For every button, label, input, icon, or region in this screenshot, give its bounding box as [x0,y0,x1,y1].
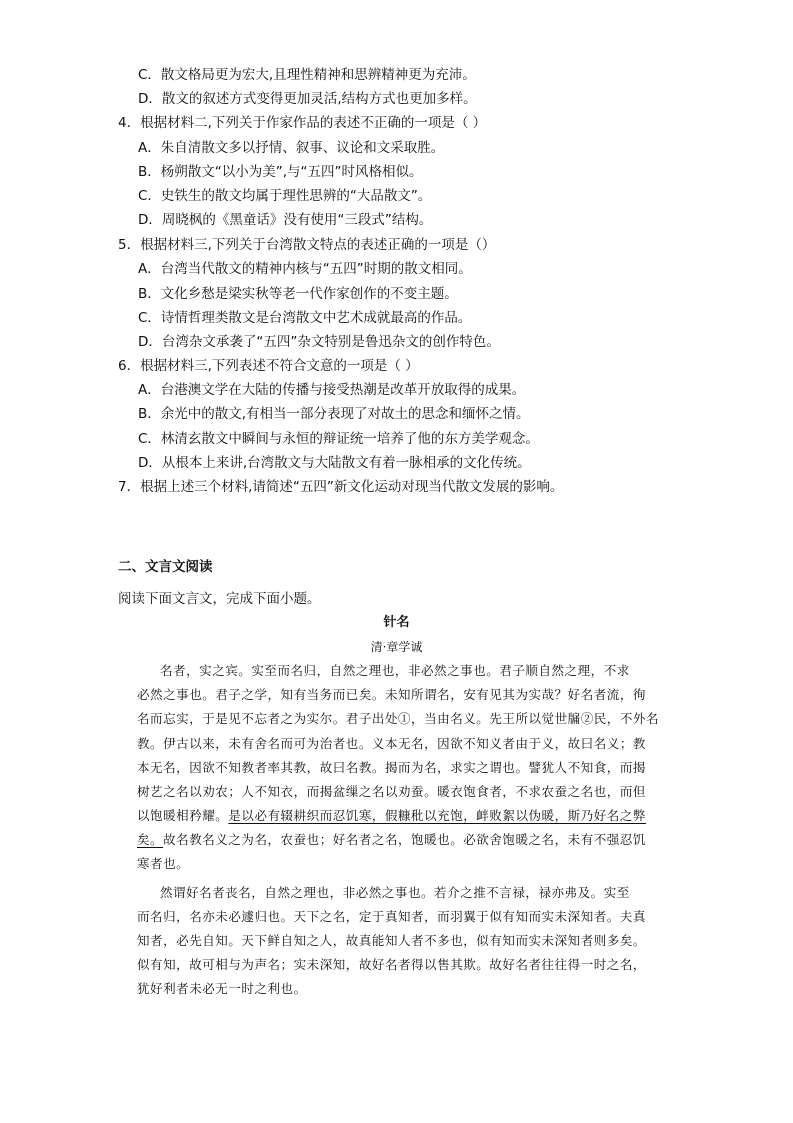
q6-option-d: D．从根本上来讲,台湾散文与大陆散文有着一脉相承的文化传统。 [138,455,531,471]
passage-text: 以饱暖相矜耀。 [137,808,229,823]
q4-option-d: D．周晓枫的《黑童话》没有使用“三段式”结构。 [138,212,433,228]
passage-line: 树艺之名以劝农；人不知衣，而揭盆缫之名以劝蚕。暖衣饱食者，不求农蚕之名也，而但 [137,784,646,799]
passage-line: 名而忘实，于是见不忘者之为实尔。君子出处①，当由名义。先王所以觉世牖②民，不外名 [137,711,660,726]
passage-line: 本无名，因欲不知教者率其教，故曰名教。揭而为名，求实之谓也。譬犹人不知食，而揭 [137,760,646,775]
passage-line: 似有知，故可相与为声名；实未深知，故好名者得以售其欺。故好名者往往得一时之名， [137,957,646,972]
q6-option-b: B．余光中的散文,有相当一部分表现了对故土的思念和缅怀之情。 [138,406,530,422]
underlined-sentence-end: 矣。 [137,832,164,847]
passage-line: 而名归，名亦未必遽归也。天下之名，定于真知者，而羽翼于似有知而实未深知者。夫真 [137,909,646,924]
q4-option-c: C．史铁生的散文均属于理性思辨的“大品散文”。 [138,188,432,204]
q4-option-b: B．杨朔散文“以小为美”,与“五四”时风格相似。 [138,164,423,180]
passage-line: 必然之事也。君子之学，知有当务而已矣。未知所谓名，安有见其为实哉？好名者流，徇 [137,687,646,702]
q5-option-d: D．台湾杂文承袭了“五四”杂文特别是鲁迅杂文的创作特色。 [138,334,500,350]
q6-option-c: C．林清玄散文中瞬间与永恒的辩证统一培养了他的东方美学观念。 [138,431,539,447]
q4-option-a: A．朱自清散文多以抒情、叙事、议论和文采取胜。 [138,140,445,156]
q7-stem: 7．根据上述三个材料,请简述“五四”新文化运动对现当代散文发展的影响。 [118,479,564,495]
q3-option-c: C．散文格局更为宏大,且理性精神和思辨精神更为充沛。 [138,67,476,83]
q5-option-b: B．文化乡愁是梁实秋等老一代作家创作的不变主题。 [138,286,458,302]
section-instruction: 阅读下面文言文，完成下面小题。 [118,591,321,607]
section-heading: 二、文言文阅读 [118,559,213,575]
passage-line [137,807,646,825]
q6-stem: 6．根据材料三,下列表述不符合文意的一项是（ ） [118,358,419,374]
passage-text: 故名教名义之为名，农蚕也；好名者之名，饱暖也。必欲舍饱暖之名，未有不强忍饥 [163,832,646,847]
passage-line: 教。伊古以来，未有舍名而可为治者也。义本无名，因欲不知义者由于义，故曰名义；教 [137,736,646,751]
passage-line: 然谓好名者丧名，自然之理也，非必然之事也。若介之推不言禄，禄亦弗及。实至 [160,885,630,900]
passage-line: 犹好利者未必无一时之利也。 [137,981,307,996]
passage-line [137,831,646,849]
passage-title: 针名 [383,615,410,630]
q5-option-a: A．台湾当代散文的精神内核与“五四”时期的散文相同。 [138,261,472,277]
underlined-sentence: 是以必有辍耕织而忍饥寒，假糠秕以充饱，衅败絮以伪暖，斯乃好名之弊 [228,808,646,823]
q3-option-d: D．散文的叙述方式变得更加灵活,结构方式也更加多样。 [138,91,477,107]
passage-line: 知者，必先自知。天下鲜自知之人，故真能知人者不多也，似有知而实未深知者则多矣。 [137,933,646,948]
q6-option-a: A．台港澳文学在大陆的传播与接受热潮是改革开放取得的成果。 [138,382,526,398]
passage-line: 寒者也。 [137,856,190,871]
passage-author: 清·章学诚 [370,640,423,654]
passage-line: 名者，实之宾。实至而名归，自然之理也，非必然之事也。君子顺自然之理，不求 [160,663,630,678]
q4-stem: 4．根据材料二,下列关于作家作品的表述不正确的一项是（ ） [118,115,487,131]
q5-option-c: C．诗情哲理类散文是台湾散文中艺术成就最高的作品。 [138,310,472,326]
q5-stem: 5．根据材料三,下列关于台湾散文特点的表述正确的一项是（） [118,237,496,253]
